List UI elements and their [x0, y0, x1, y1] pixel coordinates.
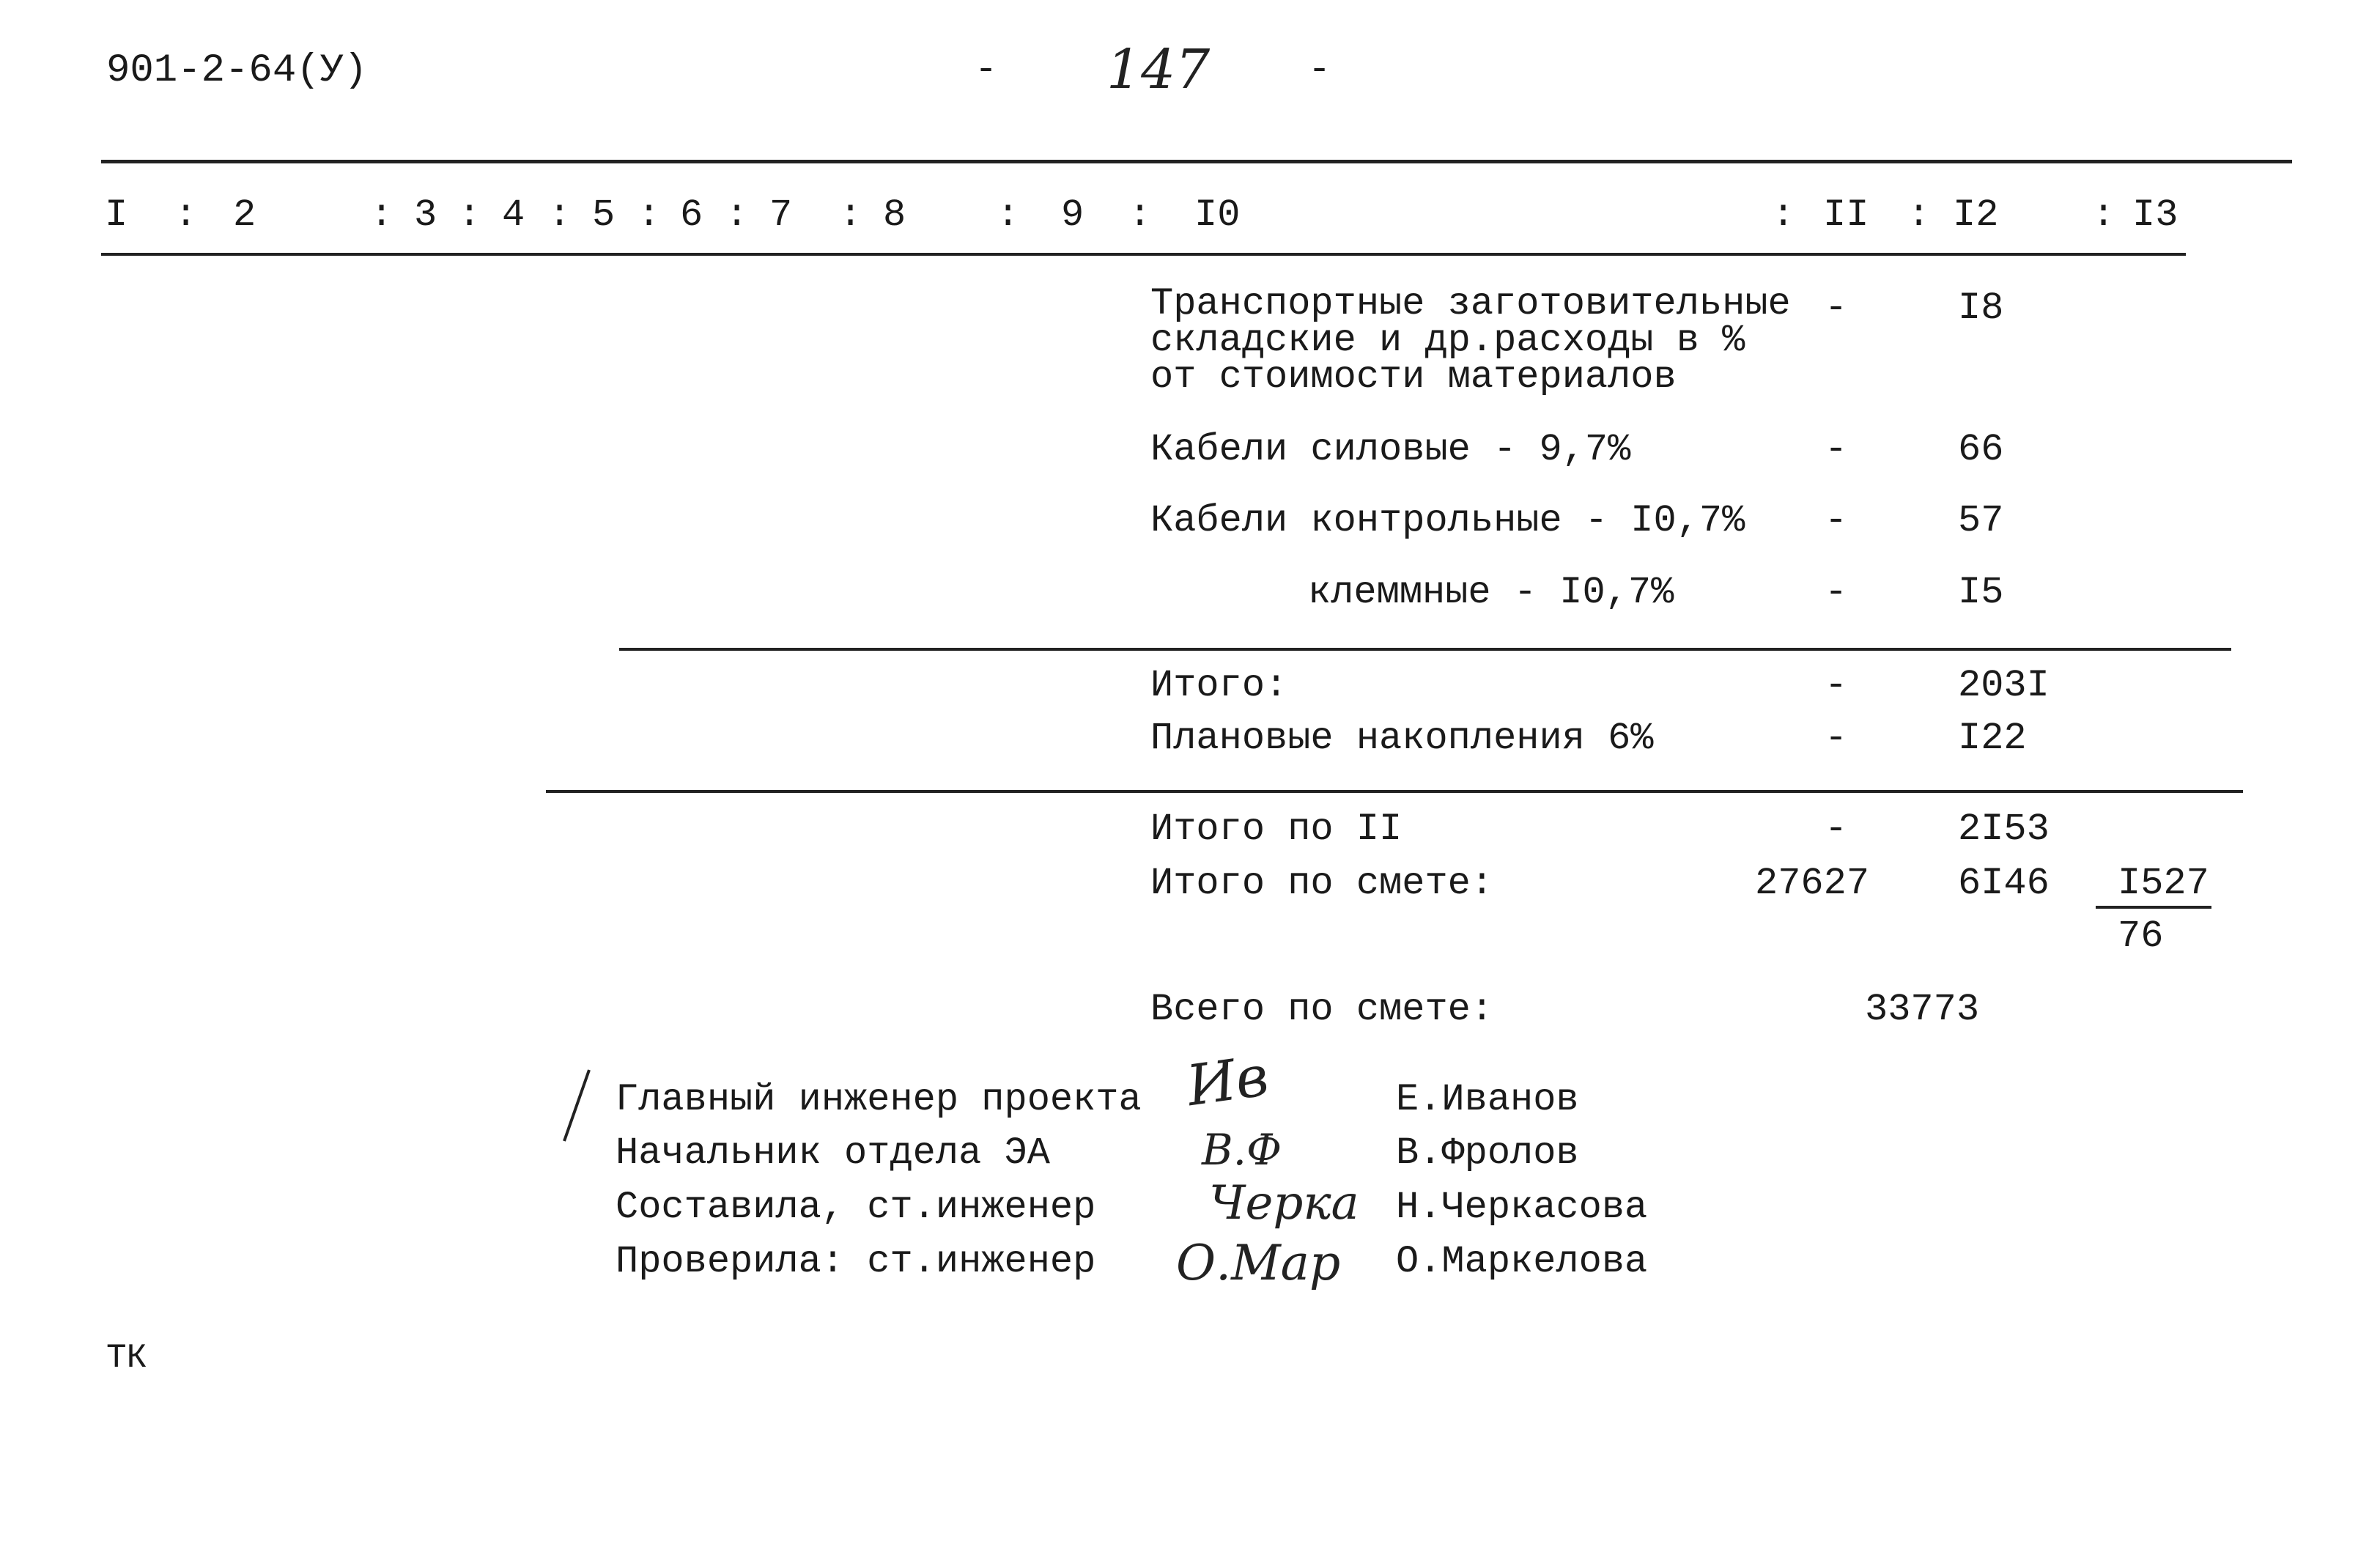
signature-role: Проверила: ст.инженер — [616, 1240, 1096, 1283]
signature-name: О.Маркелова — [1396, 1240, 1648, 1283]
subtotal-rule — [619, 648, 2231, 651]
cell-col12: I22 — [1958, 717, 2027, 760]
row-label: Плановые накопления 6% — [1150, 717, 1654, 760]
cell-col12: 66 — [1958, 428, 2004, 471]
col-3: 3 — [414, 193, 437, 237]
row-label: Итого: — [1150, 664, 1288, 707]
col-12: I2 — [1953, 193, 1999, 237]
col-sep: : — [839, 193, 862, 237]
signature-role: Главный инженер проекта — [616, 1078, 1142, 1121]
col-8: 8 — [883, 193, 906, 237]
transport-costs-label — [1150, 282, 1791, 399]
handwritten-signature: В.Ф — [1202, 1125, 1282, 1175]
text-line: складские и др.расходы в % — [1150, 319, 1745, 362]
col-sep: : — [997, 193, 1020, 237]
cell-col11: - — [1825, 664, 1848, 707]
col-13: I3 — [2132, 193, 2178, 237]
row-label: Всего по смете: — [1150, 988, 1494, 1031]
col-4: 4 — [502, 193, 525, 237]
row-label: Итого по II — [1150, 808, 1402, 851]
row-label: Кабели контрольные - I0,7% — [1150, 499, 1745, 542]
cell-col12: I5 — [1958, 571, 2004, 614]
cell-col12: 57 — [1958, 499, 2004, 542]
col-1: I — [105, 193, 128, 237]
handwritten-signature: Ив — [1183, 1042, 1273, 1119]
row-label: клеммные - I0,7% — [1308, 571, 1674, 614]
col-sep: : — [370, 193, 393, 237]
page-number: 147 — [1106, 38, 1211, 101]
header-rule — [101, 253, 2186, 256]
cell-col11: - — [1825, 287, 1848, 330]
total-rule — [546, 790, 2243, 793]
col-6: 6 — [680, 193, 703, 237]
col-7: 7 — [769, 193, 793, 237]
signature-name: Н.Черкасова — [1396, 1186, 1648, 1229]
margin-slash-mark — [558, 1066, 595, 1147]
col-5: 5 — [592, 193, 616, 237]
page-number-dash-left: - — [975, 48, 998, 92]
footer-mark: ТК — [106, 1339, 147, 1377]
col-11: II — [1823, 193, 1869, 237]
grand-total-value: 33773 — [1865, 988, 1980, 1031]
page-number-dash-right: - — [1308, 48, 1331, 92]
signature-role: Составила, ст.инженер — [616, 1186, 1096, 1229]
signature-role: Начальник отдела ЭА — [616, 1131, 1050, 1175]
signature-name: Е.Иванов — [1396, 1078, 1579, 1121]
col-sep: : — [725, 193, 749, 237]
col-sep: : — [458, 193, 481, 237]
col-sep: : — [1128, 193, 1152, 237]
cell-col11: 27627 — [1755, 862, 1870, 905]
text-line: от стоимости материалов — [1150, 355, 1677, 399]
top-rule — [101, 160, 2292, 163]
fraction-denominator: 76 — [2118, 915, 2164, 958]
text-line: Транспортные заготовительные — [1150, 282, 1791, 325]
cell-col11: - — [1825, 428, 1848, 471]
col-sep: : — [1907, 193, 1931, 237]
cell-col12: I8 — [1958, 287, 2004, 330]
handwritten-signature: Черка — [1209, 1176, 1359, 1230]
signature-name: В.Фролов — [1396, 1131, 1579, 1175]
col-sep: : — [2092, 193, 2115, 237]
document-code: 901-2-64(У) — [106, 48, 368, 93]
col-2: 2 — [233, 193, 256, 237]
fraction-numerator: I527 — [2118, 862, 2209, 905]
cell-col11: - — [1825, 717, 1848, 760]
col-sep: : — [548, 193, 572, 237]
col-sep: : — [638, 193, 661, 237]
cell-col12: 203I — [1958, 664, 2050, 707]
row-label: Итого по смете: — [1150, 862, 1494, 905]
cell-col11: - — [1825, 499, 1848, 542]
col-sep: : — [1772, 193, 1795, 237]
cell-col11: - — [1825, 571, 1848, 614]
col-sep: : — [174, 193, 198, 237]
fraction-bar — [2096, 906, 2211, 909]
col-9: 9 — [1061, 193, 1084, 237]
row-label: Кабели силовые - 9,7% — [1150, 428, 1631, 471]
col-10: I0 — [1194, 193, 1241, 237]
cell-col12: 2I53 — [1958, 808, 2050, 851]
cell-col12: 6I46 — [1958, 862, 2050, 905]
handwritten-signature: О.Мар — [1176, 1235, 1341, 1291]
cell-col11: - — [1825, 808, 1848, 851]
